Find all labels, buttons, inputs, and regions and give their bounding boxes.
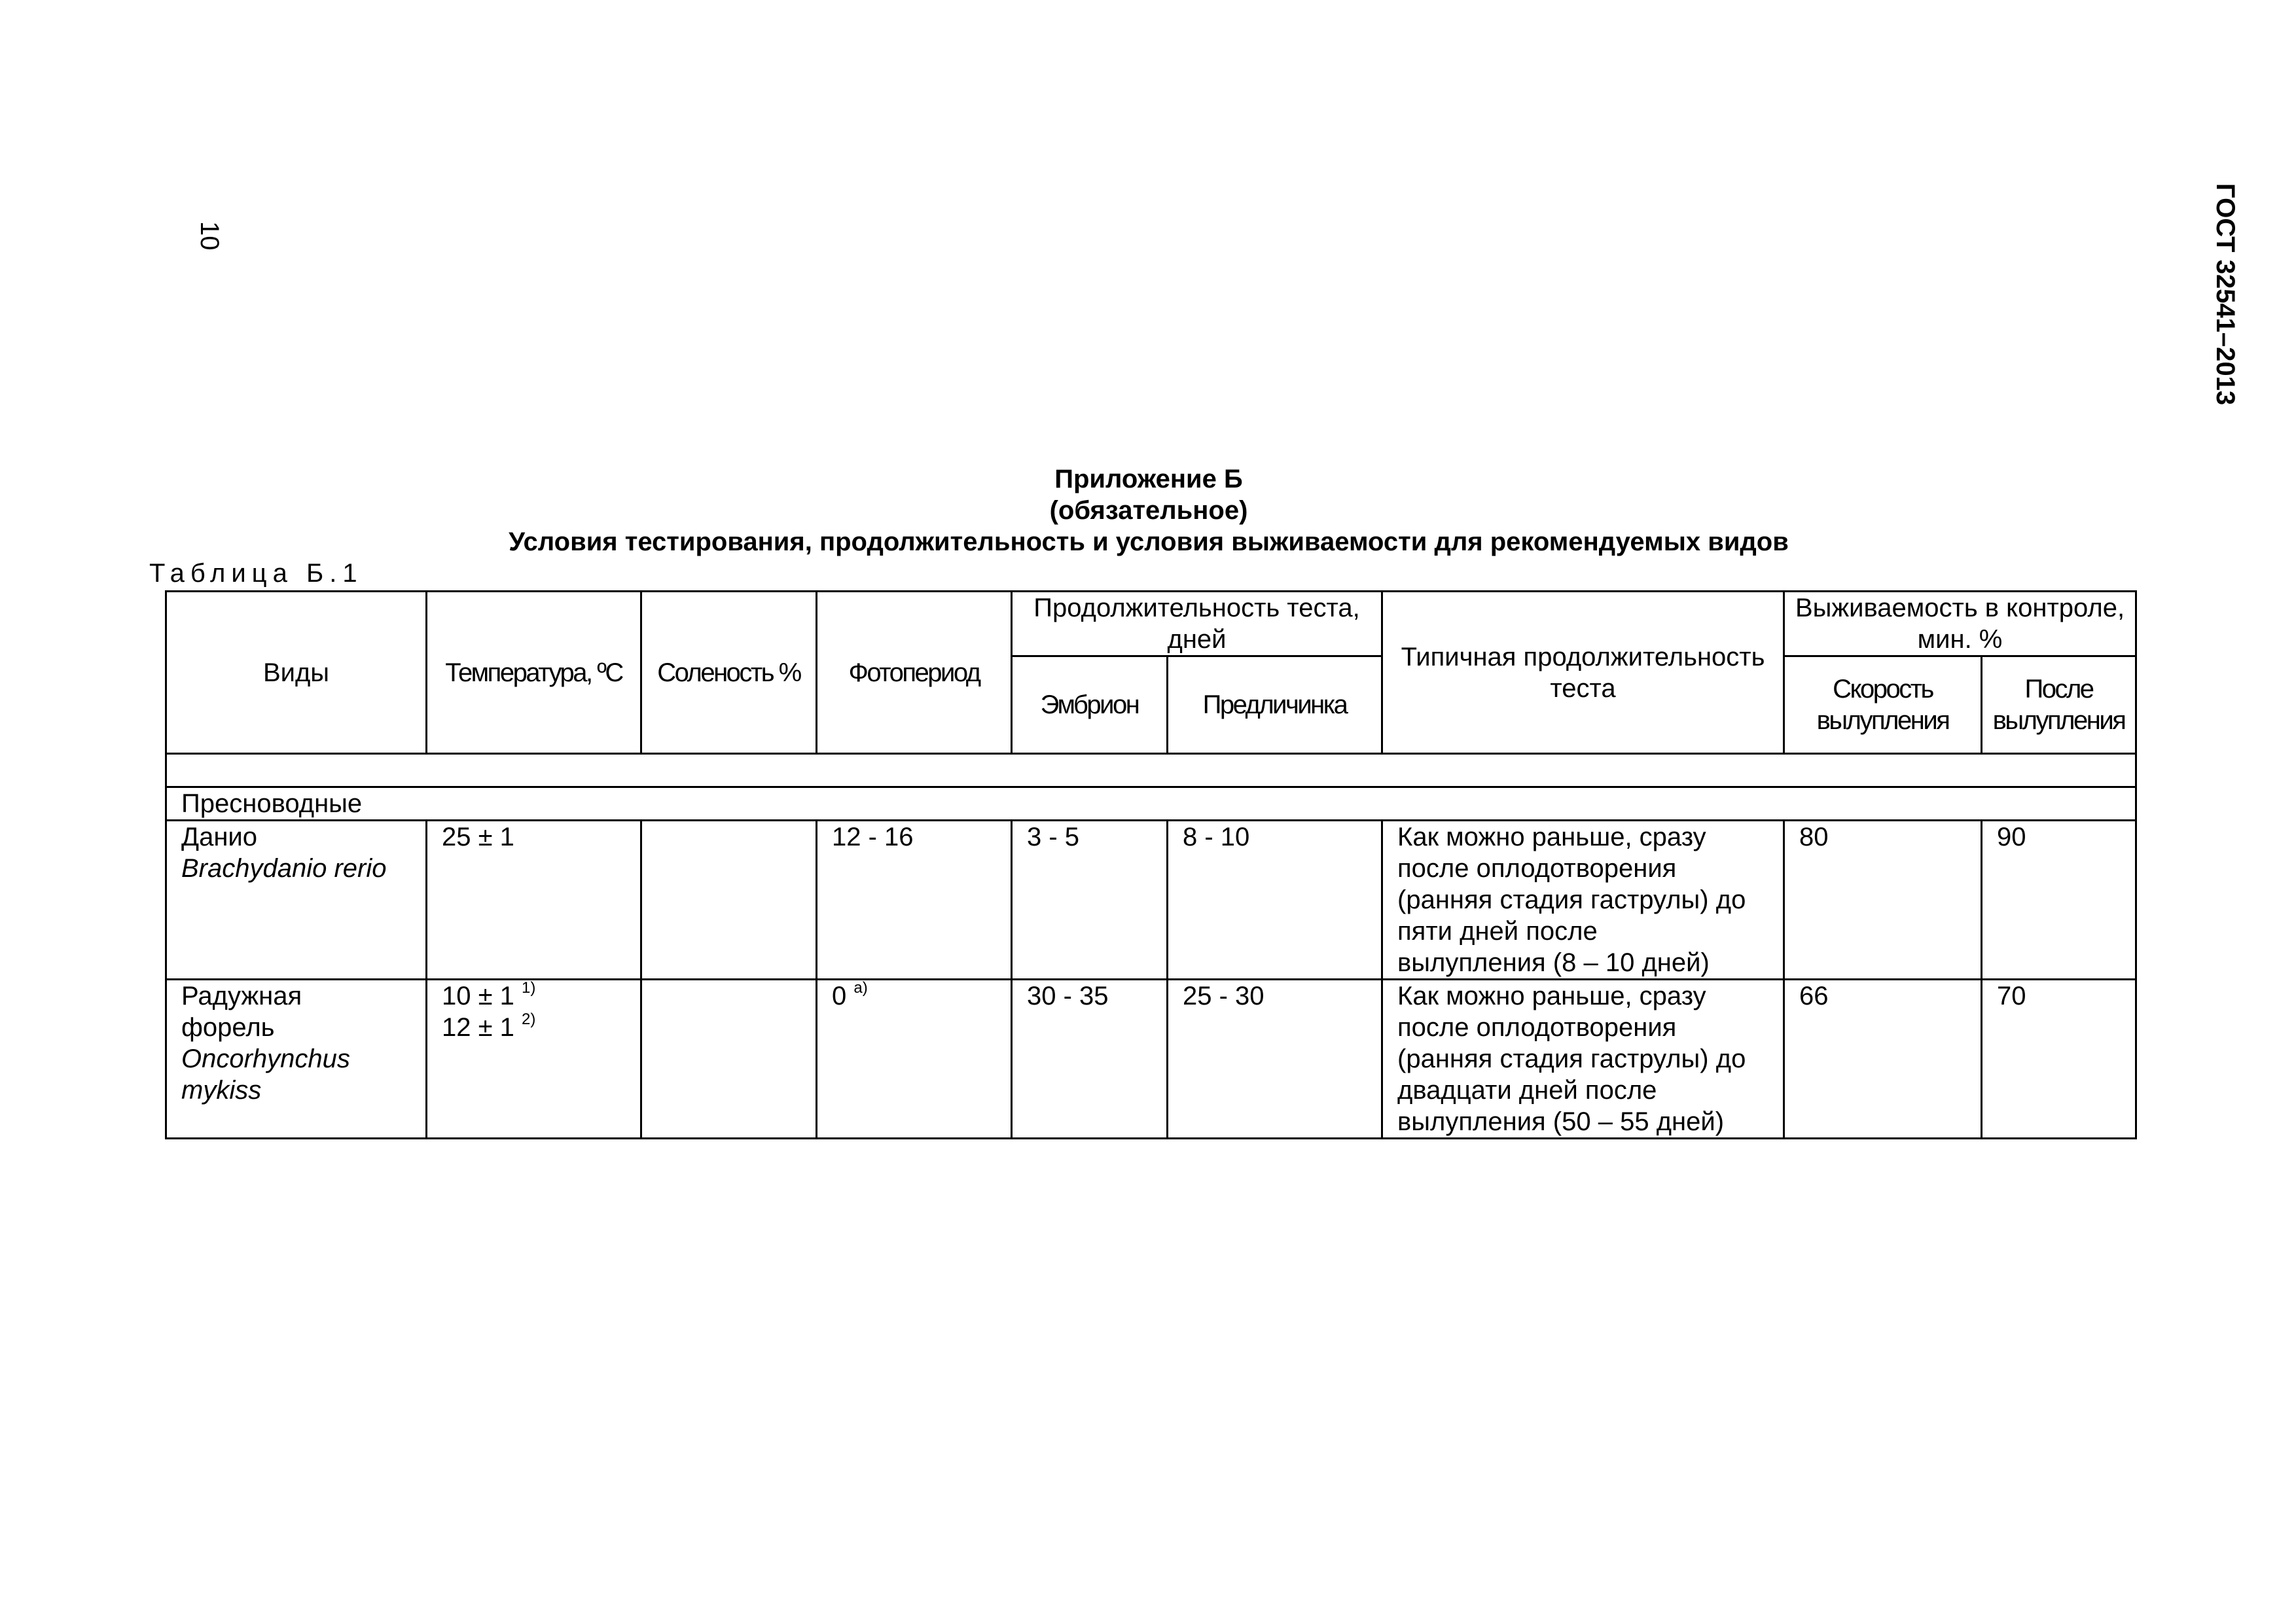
cell-typical-duration — [1382, 980, 1784, 1139]
typical-line: после оплодотворения — [1397, 854, 1677, 883]
typical-line: вылупления (8 – 10 дней) — [1397, 948, 1710, 977]
footnote-ref: 1) — [522, 979, 536, 997]
cell-photoperiod — [817, 821, 1012, 980]
cell-prelarva: 25 - 30 — [1168, 980, 1382, 1139]
document-code: ГОСТ 32541–2013 — [2211, 183, 2240, 406]
footnote-ref: 2) — [522, 1010, 536, 1028]
table-header-row — [166, 592, 2136, 656]
appendix-status: (обязательное) — [1049, 496, 1248, 525]
header-typical-duration: Типичная продолжительность теста — [1382, 592, 1784, 754]
species-latin-name: mykiss — [181, 1076, 262, 1105]
typical-line: пяти дней после — [1397, 917, 1598, 946]
header-hatching-rate: Скорость вылупления — [1784, 656, 1982, 754]
typical-line: после оплодотворения — [1397, 1013, 1677, 1042]
species-common-name: Радужная — [181, 982, 302, 1010]
appendix-title: Приложение Б — [1054, 465, 1243, 493]
temperature-value: 10 ± 1 — [442, 982, 514, 1010]
cell-typical-duration — [1382, 821, 1784, 980]
header-embryo: Эмбрион — [1012, 656, 1168, 754]
table-row — [166, 980, 2136, 1139]
cell-embryo: 30 - 35 — [1012, 980, 1168, 1139]
header-temperature: Температура, ºС — [427, 592, 641, 754]
empty-cell — [166, 754, 2136, 787]
cell-hatching-rate: 80 — [1784, 821, 1982, 980]
page-number: 10 — [195, 221, 224, 251]
species-latin-name: Brachydanio rerio — [181, 854, 387, 883]
photoperiod-value: 12 - 16 — [832, 823, 914, 851]
cell-temperature — [427, 821, 641, 980]
photoperiod-value: 0 — [832, 982, 847, 1010]
cell-temperature — [427, 980, 641, 1139]
cell-species — [166, 821, 427, 980]
group-label: Пресноводные — [166, 787, 2136, 821]
cell-prelarva: 8 - 10 — [1168, 821, 1382, 980]
species-latin-name: Oncorhynchus — [181, 1044, 350, 1073]
temperature-line — [442, 1012, 626, 1043]
table-label: Таблица Б.1 — [149, 559, 363, 588]
cell-species — [166, 980, 427, 1139]
conditions-table — [165, 590, 2137, 1139]
typical-line: Как можно раньше, сразу — [1397, 823, 1706, 851]
table-empty-row — [166, 754, 2136, 787]
table-row — [166, 821, 2136, 980]
header-after-hatching: После вылупления — [1982, 656, 2136, 754]
species-common-name: форель — [181, 1013, 275, 1042]
header-salinity: Соленость % — [641, 592, 817, 754]
typical-line: (ранняя стадия гаструлы) до — [1397, 1044, 1746, 1073]
temperature-value: 25 ± 1 — [442, 823, 514, 851]
cell-after-hatching: 90 — [1982, 821, 2136, 980]
header-prelarva: Предличинка — [1168, 656, 1382, 754]
header-duration-group: Продолжительность теста, дней — [1012, 592, 1382, 656]
cell-salinity — [641, 821, 817, 980]
typical-line: двадцати дней после — [1397, 1076, 1657, 1105]
appendix-subtitle: Условия тестирования, продолжительность и условия выживаемости для рекомендуемых видов — [509, 527, 1789, 556]
temperature-line — [442, 980, 626, 1012]
species-common-name: Данио — [181, 823, 258, 851]
cell-embryo: 3 - 5 — [1012, 821, 1168, 980]
cell-hatching-rate: 66 — [1784, 980, 1982, 1139]
temperature-value: 12 ± 1 — [442, 1013, 514, 1042]
typical-line: Как можно раньше, сразу — [1397, 982, 1706, 1010]
footnote-ref: а) — [853, 979, 868, 997]
header-survival-group: Выживаемость в контроле, мин. % — [1784, 592, 2136, 656]
cell-after-hatching: 70 — [1982, 980, 2136, 1139]
table-group-row — [166, 787, 2136, 821]
cell-salinity — [641, 980, 817, 1139]
header-photoperiod: Фотопериод — [817, 592, 1012, 754]
typical-line: вылупления (50 – 55 дней) — [1397, 1107, 1725, 1136]
typical-line: (ранняя стадия гаструлы) до — [1397, 885, 1746, 914]
cell-photoperiod — [817, 980, 1012, 1139]
header-species: Виды — [166, 592, 427, 754]
